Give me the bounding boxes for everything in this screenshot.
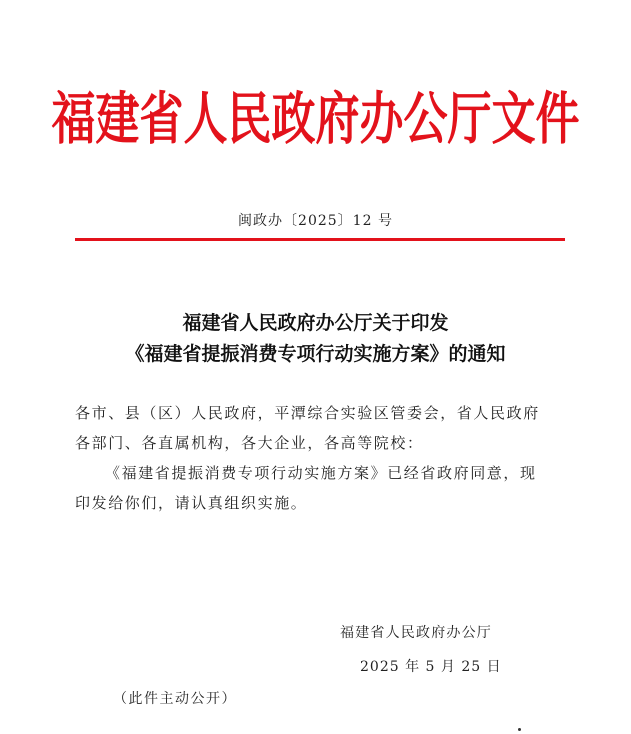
body-recipients-line-2: 各部门、各直属机构，各大企业，各高等院校： [75,434,424,452]
signature-organization: 福建省人民政府办公厅 [340,625,492,641]
body-paragraph-line-2: 印发给你们，请认真组织实施。 [75,494,308,512]
notice-title [0,308,631,370]
public-disclosure-note: （此件主动公开） [113,691,237,707]
page-dot-mark [518,728,521,731]
red-divider-line [75,238,565,241]
signature-date: 2025 年 5 月 25 日 [360,659,502,675]
notice-title-line-1: 福建省人民政府办公厅关于印发 [182,312,449,334]
notice-title-line-2: 《福建省提振消费专项行动实施方案》的通知 [125,343,506,365]
document-number: 闽政办〔2025〕12 号 [238,213,393,229]
body-paragraph-line-1: 《福建省提振消费专项行动实施方案》已经省政府同意，现 [105,464,537,482]
notice-body [75,398,567,518]
document-header-title: 福建省人民政府办公厅文件 [51,86,580,153]
body-recipients-line-1: 各市、县（区）人民政府，平潭综合实验区管委会，省人民政府 [75,404,540,422]
